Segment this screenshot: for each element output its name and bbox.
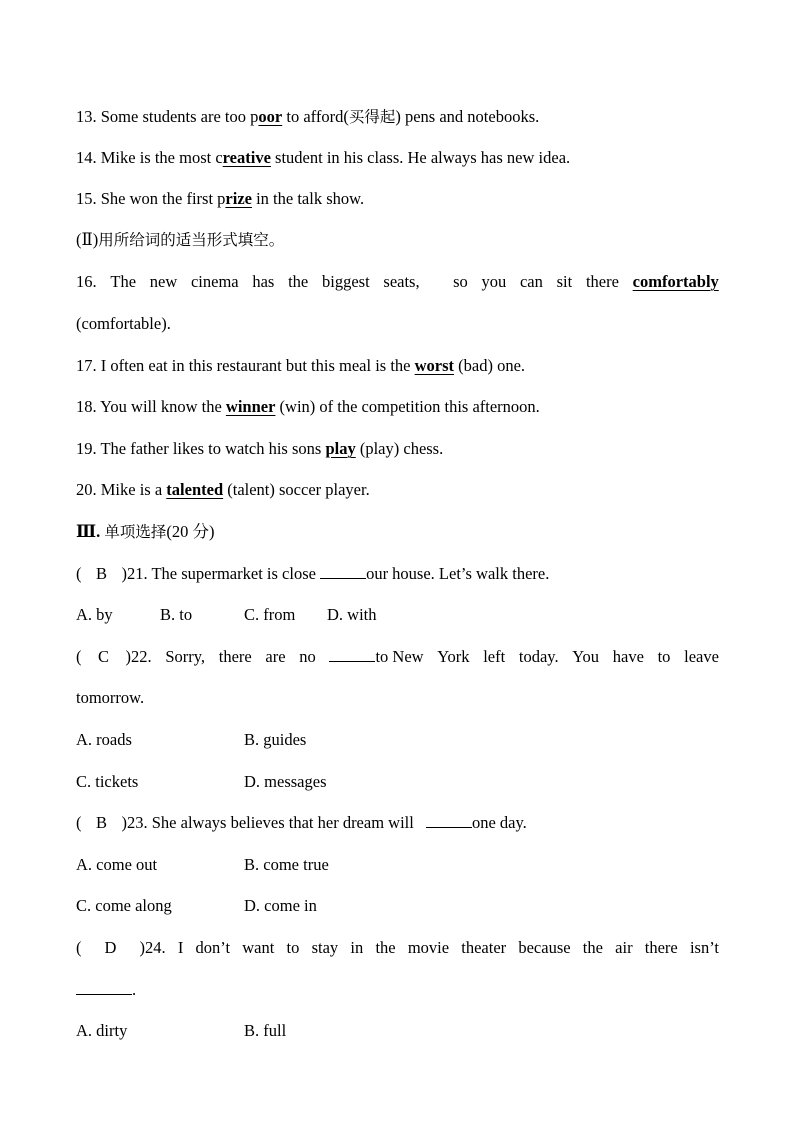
word: isn’t: [689, 938, 719, 957]
section-score: (20 分): [166, 522, 215, 541]
paren-close: ): [121, 564, 127, 583]
word: have: [612, 647, 644, 666]
question-22-continued: [76, 687, 144, 709]
question-text: tomorrow.: [76, 688, 145, 707]
word: there: [644, 938, 678, 957]
question-text: 15. She won the first p: [76, 189, 226, 208]
question-text: 17. I often eat in this restaurant but this meal is the: [76, 356, 415, 375]
answer-text: rize: [225, 189, 252, 208]
word: because: [518, 938, 571, 957]
question-text: 19. The father likes to watch his sons: [76, 439, 326, 458]
answer-text: play: [325, 439, 356, 458]
option-b: B. full: [244, 1021, 287, 1040]
option-d: D. messages: [244, 772, 327, 791]
question-16: [76, 271, 719, 293]
paren-open: (: [76, 938, 82, 957]
section-numeral: Ⅲ.: [76, 522, 105, 541]
option-a: A. come out: [76, 855, 158, 874]
section-3-heading: [76, 521, 214, 543]
word: the: [288, 272, 309, 291]
word: You: [572, 647, 600, 666]
answer-letter: B: [95, 564, 107, 583]
question-text: in the talk show.: [251, 189, 365, 208]
word: the: [582, 938, 603, 957]
question-text: 23. She always believes that her dream will: [127, 813, 418, 832]
question-text: 20. Mike is a: [76, 480, 167, 499]
answer-text: comfortably: [632, 272, 719, 291]
question-text: 21. The supermarket is close: [127, 564, 321, 583]
word: stay: [311, 938, 339, 957]
section-2-heading: [76, 229, 284, 251]
word: 24.: [145, 938, 166, 957]
word: in: [350, 938, 364, 957]
word: you: [481, 272, 507, 291]
paren-open: (: [76, 813, 82, 832]
question-21: [76, 563, 549, 585]
word: to: [657, 647, 671, 666]
word: so: [453, 272, 468, 291]
word: 16.: [76, 272, 97, 291]
option-b: B. guides: [244, 730, 307, 749]
question-20: [76, 479, 370, 501]
question-text: student in his class. He always has new idea.: [270, 148, 571, 167]
question-17: [76, 355, 525, 377]
question-text: one day.: [471, 813, 527, 832]
question-18: [76, 396, 540, 418]
option-c: C. from: [244, 605, 296, 624]
word: left: [483, 647, 506, 666]
option-b: B. to: [160, 605, 193, 624]
word: I: [177, 938, 184, 957]
question-19: [76, 438, 443, 460]
word: theater: [461, 938, 507, 957]
option-a: A. dirty: [76, 1021, 128, 1040]
question-14: [76, 147, 570, 169]
word: seats,: [383, 272, 420, 291]
word: today.: [518, 647, 559, 666]
word: York: [437, 647, 470, 666]
word: new: [149, 272, 178, 291]
word: leave: [684, 647, 719, 666]
paren-open: (: [76, 647, 82, 666]
word: has: [252, 272, 275, 291]
spacer: [433, 271, 439, 293]
section-title: 单项选择: [104, 523, 167, 541]
answer-letter: D: [104, 938, 117, 957]
option-d: D. come in: [244, 896, 317, 915]
word: to New: [375, 647, 424, 666]
paren-open: (: [76, 564, 82, 583]
question-24-continued: [76, 979, 136, 1001]
question-text: 14. Mike is the most c: [76, 148, 223, 167]
answer-blank: [329, 647, 375, 662]
word: biggest: [322, 272, 370, 291]
word: air: [615, 938, 633, 957]
answer-blank: [426, 813, 472, 828]
option-b: B. come true: [244, 855, 329, 874]
word: Sorry,: [165, 647, 206, 666]
word: 22.: [131, 647, 152, 666]
chinese-gloss: 买得起: [348, 108, 396, 126]
answer-paren: [76, 646, 152, 668]
question-text: 13. Some students are too p: [76, 107, 259, 126]
question-text: (bad) one.: [454, 356, 526, 375]
question-16-continued: [76, 313, 171, 335]
answer-text: oor: [258, 107, 283, 126]
answer-blank: [320, 564, 366, 579]
section-title: 用所给词的适当形式填空。: [98, 231, 285, 249]
question-15: [76, 188, 364, 210]
word: sit: [556, 272, 573, 291]
question-23: [76, 812, 527, 834]
answer-text: reative: [222, 148, 271, 167]
word: are: [265, 647, 286, 666]
question-22: [76, 646, 719, 668]
word: want: [242, 938, 275, 957]
question-text: (win) of the competition this afternoon.: [275, 397, 540, 416]
paren-close: ): [125, 647, 131, 666]
option-a: A. by: [76, 605, 113, 624]
paren-close: ): [121, 813, 127, 832]
word: don’t: [195, 938, 231, 957]
answer-letter: B: [95, 813, 107, 832]
paren-close: ): [139, 938, 145, 957]
answer-text: talented: [166, 480, 224, 499]
answer-letter: C: [97, 647, 109, 666]
answer-text: winner: [225, 397, 276, 416]
question-13: [76, 106, 539, 128]
blank-group: [329, 646, 423, 668]
section-numeral: (Ⅱ): [76, 230, 99, 249]
question-24: [76, 937, 719, 959]
question-text: 18. You will know the: [76, 397, 226, 416]
word: The: [110, 272, 137, 291]
answer-text: worst: [414, 356, 455, 375]
word: no: [299, 647, 316, 666]
word: the: [375, 938, 396, 957]
question-text: to afford(: [282, 107, 349, 126]
question-text: (talent) soccer player.: [223, 480, 370, 499]
question-text: (play) chess.: [355, 439, 444, 458]
word: movie: [407, 938, 450, 957]
answer-paren: [76, 937, 166, 959]
word: there: [218, 647, 252, 666]
question-text: our house. Let’s walk there.: [366, 564, 550, 583]
option-d: D. with: [327, 605, 377, 624]
question-text: (comfortable).: [76, 314, 171, 333]
option-c: C. tickets: [76, 772, 139, 791]
word: to: [286, 938, 300, 957]
option-c: C. come along: [76, 896, 172, 915]
question-text: .: [132, 980, 137, 999]
word: cinema: [190, 272, 239, 291]
answer-blank: [76, 980, 132, 995]
option-a: A. roads: [76, 730, 132, 749]
word: there: [585, 272, 619, 291]
word: can: [519, 272, 543, 291]
question-text: ) pens and notebooks.: [395, 107, 540, 126]
